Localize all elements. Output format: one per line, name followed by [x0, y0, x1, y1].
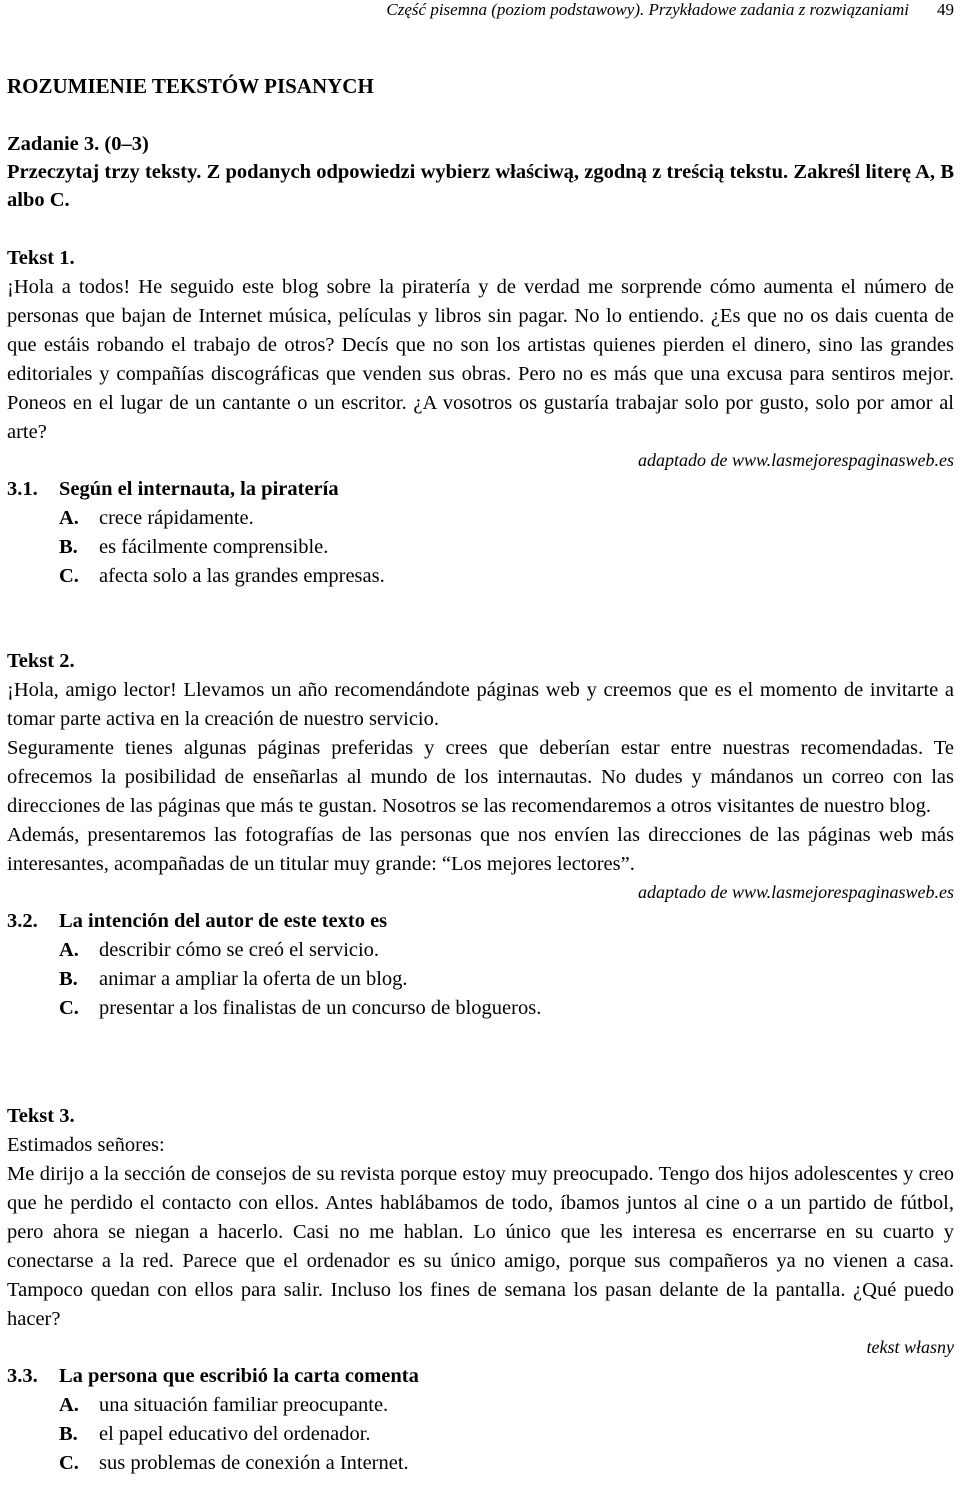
- answer-option-a[interactable]: [59, 504, 954, 533]
- task-instruction: Przeczytaj trzy teksty. Z podanych odpowiedzi wybierz właściwą, zgodną z treścią tekstu. Zakreśl literę A, B albo C.: [7, 161, 954, 211]
- source-note: adaptado de www.lasmejorespaginasweb.es: [638, 882, 954, 902]
- running-title: Część pisemna (poziom podstawowy). Przykładowe zadania z rozwiązaniami: [386, 0, 909, 19]
- option-text: una situación familiar preocupante.: [99, 1394, 389, 1416]
- question-3-1: [7, 475, 954, 591]
- text-3: [7, 1102, 954, 1478]
- source-note: adaptado de www.lasmejorespaginasweb.es: [638, 450, 954, 470]
- text-heading: Tekst 3.: [7, 1105, 75, 1127]
- option-text: el papel educativo del ordenador.: [99, 1423, 371, 1445]
- text-paragraph: ¡Hola, amigo lector! Llevamos un año recomendándote páginas web y creemos que es el momento de invitarte a tomar parte activa en la creación de nuestro servicio.: [7, 679, 954, 730]
- answer-option-b[interactable]: [59, 965, 954, 994]
- option-text: afecta solo a las grandes empresas.: [99, 565, 385, 587]
- answer-options: [7, 936, 954, 1023]
- text-paragraph: Seguramente tienes algunas páginas preferidas y crees que deberían estar entre nuestras recomendadas. Te ofrecemos la posibilidad de enseñarlas al mundo de los internautas. No dudes y mándanos un correo con las direcciones de las páginas que más te gustan. Nosotros se las recomendaremos a otros visitantes de nuestro blog.: [7, 737, 954, 817]
- answer-options: [7, 1391, 954, 1478]
- option-letter: A.: [59, 939, 79, 961]
- option-text: describir cómo se creó el servicio.: [99, 939, 380, 961]
- question-stem: Según el internauta, la piratería: [59, 478, 339, 500]
- answer-options: [7, 504, 954, 591]
- text-paragraph: ¡Hola a todos! He seguido este blog sobre la piratería y de verdad me sorprende cómo aumenta el número de personas que bajan de Internet música, películas y libros sin pagar. No lo entiendo. ¿Es que no os dais cuenta de que estáis robando el trabajo de otros? Decís que no son los artistas quienes pierden el dinero, sino las grandes editoriales y compañías discográficas que venden sus obras. Pero no es más que una excusa para sentiros mejor. Poneos en el lugar de un cantante o un escritor. ¿A vosotros os gustaría trabajar solo por gusto, solo por amor al arte?: [7, 276, 954, 443]
- option-letter: C.: [59, 1452, 79, 1474]
- answer-option-b[interactable]: [59, 1420, 954, 1449]
- text-2: [7, 647, 954, 1023]
- answer-option-c[interactable]: [59, 562, 954, 591]
- text-heading: Tekst 2.: [7, 650, 75, 672]
- section-title: ROZUMIENIE TEKSTÓW PISANYCH: [7, 74, 374, 98]
- option-letter: B.: [59, 1423, 78, 1445]
- option-letter: C.: [59, 997, 79, 1019]
- page-number: 49: [937, 0, 954, 19]
- question-3-2: [7, 907, 954, 1023]
- option-letter: A.: [59, 507, 79, 529]
- option-letter: A.: [59, 1394, 79, 1416]
- question-number: 3.2.: [7, 910, 38, 932]
- task-header: [7, 130, 954, 214]
- text-1: [7, 244, 954, 591]
- answer-option-a[interactable]: [59, 936, 954, 965]
- option-letter: C.: [59, 565, 79, 587]
- task-title: Zadanie 3. (0–3): [7, 133, 149, 155]
- running-header: [7, 0, 954, 20]
- text-heading: Tekst 1.: [7, 247, 75, 269]
- question-number: 3.3.: [7, 1365, 38, 1387]
- option-letter: B.: [59, 968, 78, 990]
- answer-option-a[interactable]: [59, 1391, 954, 1420]
- option-text: presentar a los finalistas de un concurso de blogueros.: [99, 997, 542, 1019]
- source-note: tekst własny: [866, 1337, 954, 1357]
- question-stem: La persona que escribió la carta comenta: [59, 1365, 419, 1387]
- question-number: 3.1.: [7, 478, 38, 500]
- question-stem: La intención del autor de este texto es: [59, 910, 388, 932]
- letter-salutation: Estimados señores:: [7, 1134, 165, 1156]
- option-text: es fácilmente comprensible.: [99, 536, 329, 558]
- text-paragraph: Me dirijo a la sección de consejos de su revista porque estoy muy preocupado. Tengo dos hijos adolescentes y creo que he perdido el contacto con ellos. Antes hablábamos de todo, íbamos juntos al cine o a un partido de fútbol, pero ahora se niegan a hacerlo. Casi no me hablan. Lo único que les interesa es encerrarse en su cuarto y conectarse a la red. Parece que el ordenador es su único amigo, porque sus compañeros ya no vienen a casa. Tampoco quedan con ellos para salir. Incluso los fines de semana los pasan delante de la pantalla. ¿Qué puedo hacer?: [7, 1163, 954, 1330]
- answer-option-b[interactable]: [59, 533, 954, 562]
- option-letter: B.: [59, 536, 78, 558]
- question-3-3: [7, 1362, 954, 1478]
- option-text: sus problemas de conexión a Internet.: [99, 1452, 409, 1474]
- option-text: crece rápidamente.: [99, 507, 254, 529]
- text-paragraph: Además, presentaremos las fotografías de las personas que nos envíen las direcciones de las páginas web más interesantes, acompañadas de un titular muy grande: “Los mejores lectores”.: [7, 824, 954, 875]
- answer-option-c[interactable]: [59, 1449, 954, 1478]
- answer-option-c[interactable]: [59, 994, 954, 1023]
- option-text: animar a ampliar la oferta de un blog.: [99, 968, 408, 990]
